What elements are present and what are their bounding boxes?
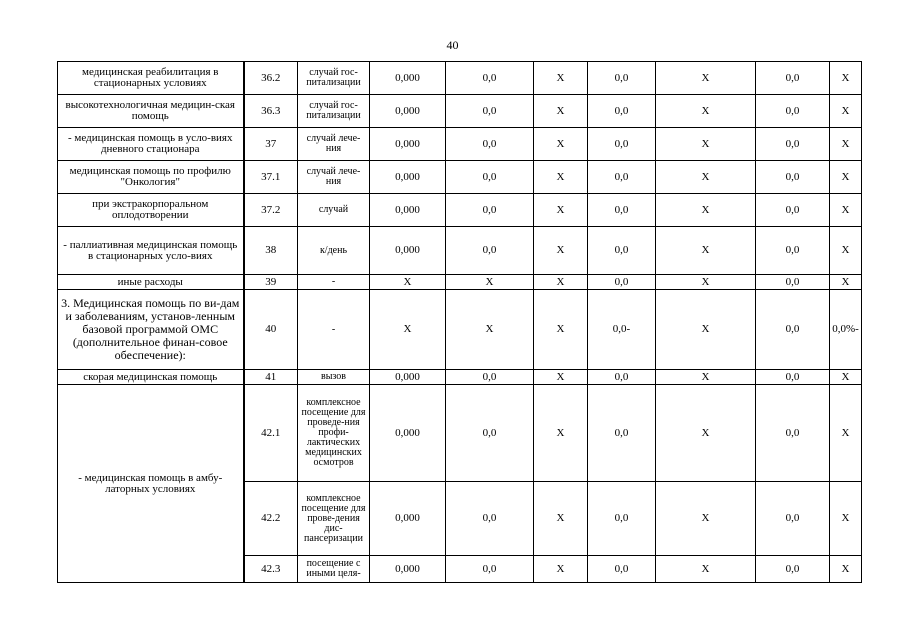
row-code: 37.1 [244,161,298,194]
cell: 0,0 [756,194,830,227]
cell: 0,0 [756,95,830,128]
cell: 0,0 [446,227,534,275]
cell: Х [370,290,446,370]
cell: 0,000 [370,128,446,161]
cell: 0,0 [588,275,656,290]
cell: Х [830,128,862,161]
row-name: медицинская реабилитация в стационарных условиях [58,62,244,95]
cell: 0,0 [588,95,656,128]
cell: Х [656,385,756,482]
cell: 0,0 [446,95,534,128]
cell: 0,0 [446,556,534,583]
row-name: иные расходы [58,275,244,290]
cell: Х [534,385,588,482]
cell: Х [534,370,588,385]
table-row [58,194,862,227]
cell: Х [830,161,862,194]
cell: Х [830,227,862,275]
row-name: при экстракорпоральном оплодотворении [58,194,244,227]
cell: 0,0 [588,482,656,556]
cell: 0,000 [370,482,446,556]
cell: 0,000 [370,194,446,227]
cell: 0,0 [756,385,830,482]
cell: Х [534,95,588,128]
cell: 0,0 [588,385,656,482]
cell: Х [534,275,588,290]
cell: 0,000 [370,370,446,385]
cell: Х [830,385,862,482]
row-unit: случай лече-ния [298,161,370,194]
cell: 0,0 [446,370,534,385]
cell: 0,0 [588,62,656,95]
table-row [58,95,862,128]
cell: Х [656,290,756,370]
table-row [58,161,862,194]
table-row [58,385,862,482]
row-code: 42.2 [244,482,298,556]
table-row [58,275,862,290]
cell: 0,0 [756,290,830,370]
cell: 0,0 [756,482,830,556]
row-name: медицинская помощь по профилю "Онкология" [58,161,244,194]
cell: 0,0 [756,227,830,275]
row-name-ambulatory: - медицинская помощь в амбу-латорных условиях [58,385,244,583]
row-code: 36.2 [244,62,298,95]
cell: 0,000 [370,62,446,95]
row-unit: - [298,290,370,370]
row-name: - медицинская помощь в усло-виях дневного стационара [58,128,244,161]
cell: Х [830,275,862,290]
row-unit: вызов [298,370,370,385]
data-table [57,61,862,583]
cell: Х [656,275,756,290]
row-code: 37.2 [244,194,298,227]
cell: 0,0 [446,194,534,227]
cell: 0,0 [446,385,534,482]
row-code: 36.3 [244,95,298,128]
cell: 0,0 [756,556,830,583]
cell: 0,0- [588,290,656,370]
cell: Х [534,161,588,194]
row-name: - паллиативная медицинская помощь в стационарных усло-виях [58,227,244,275]
row-code: 38 [244,227,298,275]
row-unit: случай гос-питализации [298,95,370,128]
cell: 0,0 [446,128,534,161]
cell: 0,0 [588,370,656,385]
row-unit: случай лече-ния [298,128,370,161]
cell: Х [830,556,862,583]
cell: Х [534,128,588,161]
row-code: 42.3 [244,556,298,583]
cell: Х [534,227,588,275]
cell: Х [370,275,446,290]
row-name: скорая медицинская помощь [58,370,244,385]
cell: 0,0 [588,227,656,275]
row-code: 40 [244,290,298,370]
cell: Х [534,482,588,556]
cell: Х [830,482,862,556]
cell: 0,000 [370,556,446,583]
row-unit: посещение с иными целя- [298,556,370,583]
cell: Х [830,95,862,128]
cell: Х [446,290,534,370]
cell: Х [656,161,756,194]
table-row [58,370,862,385]
cell: Х [830,194,862,227]
row-unit: комплексное посещение для проведе-ния профи-лактических медицинских осмотров [298,385,370,482]
cell: Х [656,194,756,227]
row-unit: комплексное посещение для прове-дения дис-пансеризации [298,482,370,556]
cell: 0,0%- [830,290,862,370]
cell: 0,0 [756,128,830,161]
row-code: 42.1 [244,385,298,482]
table-row [58,128,862,161]
cell: 0,0 [756,275,830,290]
row-unit: - [298,275,370,290]
row-code: 37 [244,128,298,161]
row-unit: случай гос-питализации [298,62,370,95]
cell: Х [656,62,756,95]
cell: Х [534,194,588,227]
cell: Х [656,128,756,161]
cell: Х [446,275,534,290]
cell: 0,000 [370,385,446,482]
cell: Х [656,482,756,556]
table-row [58,62,862,95]
cell: Х [656,370,756,385]
row-code: 41 [244,370,298,385]
cell: 0,0 [588,556,656,583]
table-row [58,227,862,275]
cell: 0,000 [370,95,446,128]
cell: 0,000 [370,227,446,275]
cell: 0,0 [446,161,534,194]
cell: Х [656,556,756,583]
cell: Х [830,62,862,95]
cell: Х [830,370,862,385]
cell: 0,0 [446,482,534,556]
page-number: 40 [446,38,459,52]
cell: 0,0 [588,161,656,194]
row-name: 3. Медицинская помощь по ви-дам и заболеваниям, установ-ленным базовой программой ОМС (дополнительное финан-совое обеспечение): [58,290,244,370]
cell: 0,0 [588,128,656,161]
cell: 0,000 [370,161,446,194]
cell: Х [656,227,756,275]
table-row [58,290,862,370]
cell: Х [534,556,588,583]
cell: Х [534,62,588,95]
cell: Х [656,95,756,128]
cell: 0,0 [588,194,656,227]
cell: 0,0 [756,62,830,95]
cell: 0,0 [756,161,830,194]
row-unit: случай [298,194,370,227]
cell: 0,0 [446,62,534,95]
row-unit: к/день [298,227,370,275]
row-name: высокотехнологичная медицин-ская помощь [58,95,244,128]
cell: Х [534,290,588,370]
cell: 0,0 [756,370,830,385]
row-code: 39 [244,275,298,290]
